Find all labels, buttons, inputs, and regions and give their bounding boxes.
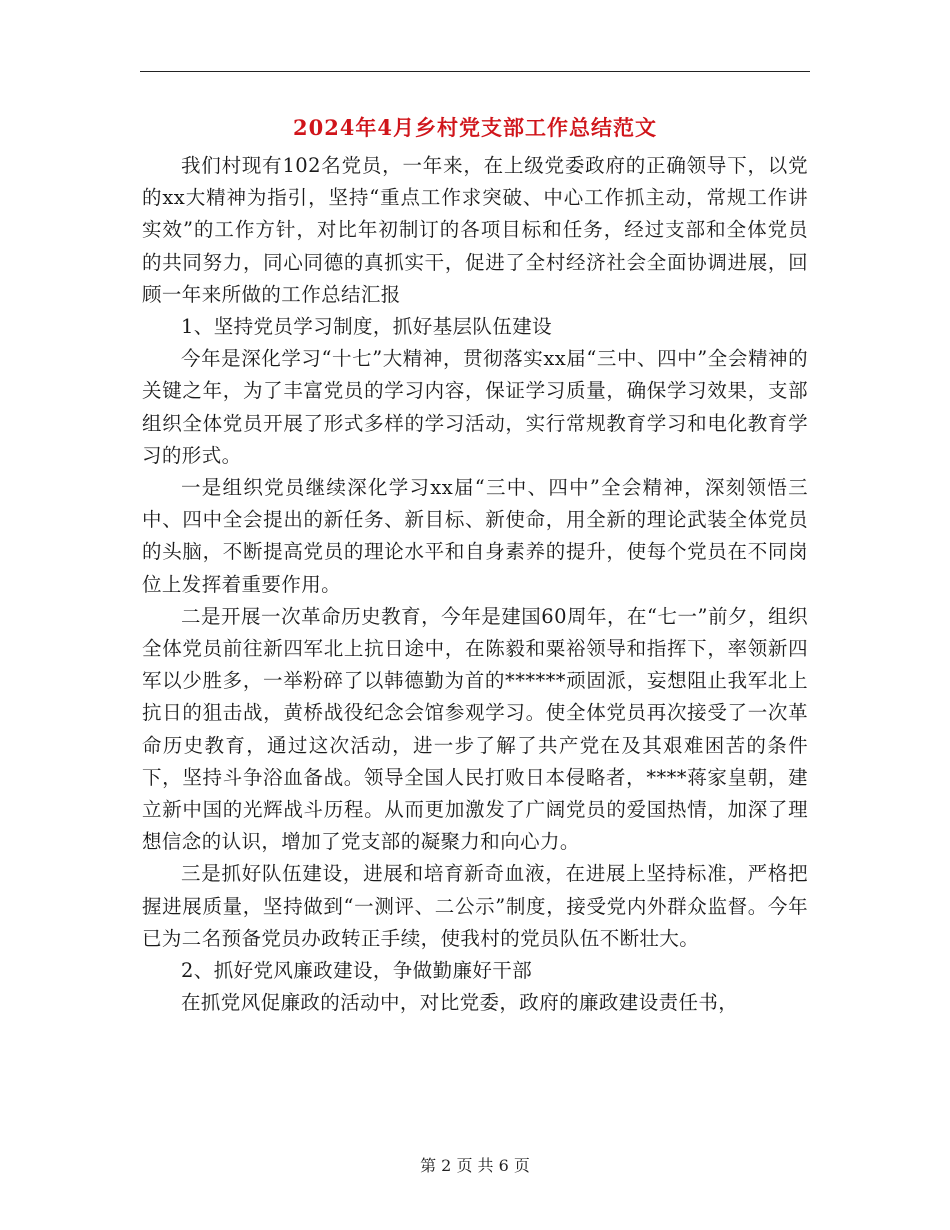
document-body <box>142 150 808 1019</box>
section-heading-1: 1、坚持党员学习制度，抓好基层队伍建设 <box>181 315 553 339</box>
paragraph-point-two: 二是开展一次革命历史教育，今年是建国60周年，在“七一”前夕，组织全体党员前往新四军北上抗日途中，在陈毅和粟裕领导和指挥下，率领新四军以少胜多，一举粉碎了以韩德勤为首的******顽固派，妄想阻止我军北上抗日的狙击战，黄桥战役纪念会馆参观学习。使全体党员再次接受了一次革命历史教育，通过这次活动，进一步了解了共产党在及其艰难困苦的条件下，坚持斗争浴血备战。领导全国人民打败日本侵略者，****蒋家皇朝，建立新中国的光辉战斗历程。从而更加激发了广阔党员的爱国热情，加深了理想信念的认识，增加了党支部的凝聚力和向心力。 <box>142 604 808 854</box>
document-title: 2024年4月乡村党支部工作总结范文 <box>292 115 658 140</box>
paragraph-point-one: 一是组织党员继续深化学习xx届“三中、四中”全会精神，深刻领悟三中、四中全会提出的新任务、新目标、新使命，用全新的理论武装全体党员的头脑，不断提高党员的理论水平和自身素养的提升，使每个党员在不同岗位上发挥着重要作用。 <box>142 476 808 596</box>
paragraph-intro: 我们村现有102名党员，一年来，在上级党委政府的正确领导下，以党的xx大精神为指引，坚持“重点工作求突破、中心工作抓主动，常规工作讲实效”的工作方针，对比年初制订的各项目标和任务，经过支部和全体党员的共同努力，同心同德的真抓实干，促进了全村经济社会全面协调进展，回顾一年来所做的工作总结汇报 <box>142 154 808 306</box>
paragraph-study: 今年是深化学习“十七”大精神，贯彻落实xx届“三中、四中”全会精神的关键之年，为了丰富党员的学习内容，保证学习质量，确保学习效果，支部组织全体党员开展了形式多样的学习活动，实行常规教育学习和电化教育学习的形式。 <box>142 347 808 467</box>
header-rule <box>140 71 810 72</box>
paragraph-point-three: 三是抓好队伍建设，进展和培育新奇血液，在进展上坚持标准，严格把握进展质量，坚持做到“一测评、二公示”制度，接受党内外群众监督。今年已为二名预备党员办政转正手续，使我村的党员队伍不断壮大。 <box>142 862 808 950</box>
page-number-footer: 第 2 页 共 6 页 <box>420 1156 530 1175</box>
paragraph-integrity: 在抓党风促廉政的活动中，对比党委，政府的廉政建设责任书， <box>181 991 739 1015</box>
section-heading-2: 2、抓好党风廉政建设，争做勤廉好干部 <box>181 959 533 983</box>
